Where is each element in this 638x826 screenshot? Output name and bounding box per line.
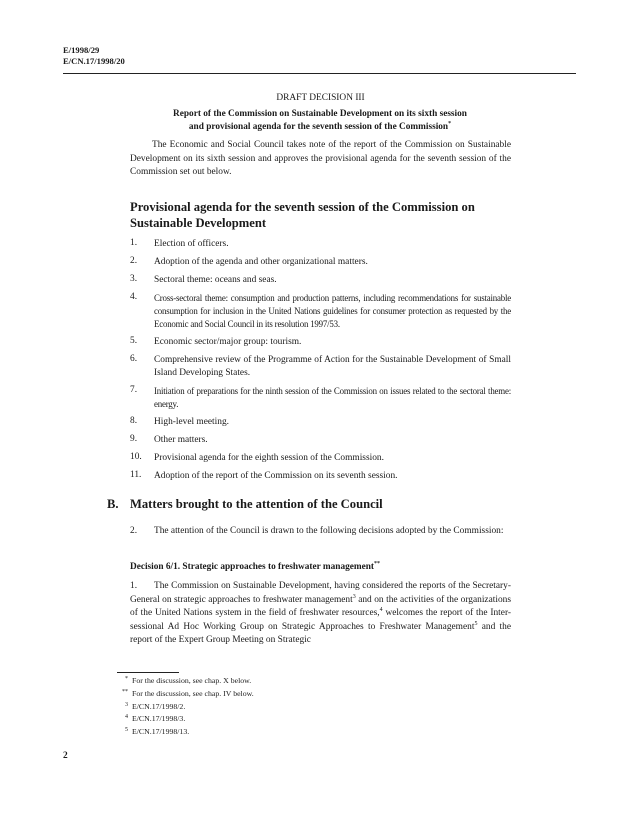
footnote-text: For the discussion, see chap. IV below. [132, 688, 254, 698]
agenda-item [130, 274, 511, 287]
agenda-item [130, 416, 511, 429]
footnotes [112, 675, 254, 739]
footnote-text: E/CN.17/1998/3. [132, 714, 186, 724]
section-b-heading [107, 497, 383, 512]
agenda-item-text: Adoption of the report of the Commission on its seventh session. [154, 471, 398, 481]
agenda-item-number: 7. [130, 385, 138, 395]
document-symbol-2: E/CN.17/1998/20 [63, 56, 125, 66]
agenda-item-text: Other matters. [154, 435, 208, 445]
agenda-item-number: 9. [130, 434, 138, 444]
agenda-item [130, 354, 511, 380]
footnote-ref-5[interactable]: 5 [474, 620, 478, 627]
agenda-list [130, 238, 511, 483]
report-title-line-2-text: and provisional agenda for the seventh session of the Commission [188, 122, 449, 132]
agenda-item-number: 6. [130, 354, 138, 364]
paragraph-1-text-b: and on the activities of the organizations of the United Nations system in the field of freshwater resources, [130, 594, 511, 619]
footnote-mark: * [125, 676, 128, 682]
footnote-text: E/CN.17/1998/13. [132, 727, 190, 737]
agenda-item-number: 11. [130, 470, 142, 480]
footnote-mark: 5 [125, 727, 128, 734]
paragraph-2-text: The attention of the Council is drawn to the following decisions adopted by the Commission: [154, 526, 504, 536]
decision-heading [130, 562, 380, 572]
agenda-item [130, 256, 511, 269]
agenda-item-number: 2. [130, 256, 138, 266]
agenda-item [130, 292, 511, 331]
footnote-text: For the discussion, see chap. X below. [132, 676, 252, 685]
footnote [112, 726, 254, 739]
footnote [112, 713, 254, 726]
footnote [112, 675, 254, 688]
report-title [132, 108, 508, 134]
agenda-item-number: 3. [130, 274, 138, 284]
agenda-item [130, 452, 511, 465]
agenda-item-number: 5. [130, 336, 138, 346]
paragraph-1-text-a: The Commission on Sustainable Development, having considered the reports of the Secretary-General on strategic approaches to freshwater management [130, 581, 511, 605]
footnote-mark: 4 [125, 714, 128, 721]
agenda-item-number: 8. [130, 416, 138, 426]
footnote-ref-4[interactable]: 4 [379, 607, 383, 614]
footnote-ref-star[interactable]: * [448, 121, 452, 127]
section-b-letter: B. [107, 497, 119, 511]
agenda-item [130, 434, 511, 447]
draft-decision-label: DRAFT DECISION III [276, 93, 365, 103]
agenda-item [130, 238, 511, 251]
decision-heading-text: Decision 6/1. Strategic approaches to freshwater management [130, 562, 375, 572]
agenda-item-text: Adoption of the agenda and other organizational matters. [154, 257, 368, 267]
document-symbol-1: E/1998/29 [63, 45, 100, 55]
document-symbol-block [63, 45, 125, 67]
agenda-item-text: Cross-sectoral theme: consumption and production patterns, including recommendations for sustainable consumption for inclusion in the United Nations guidelines for consumer protection as requested by the Economic and Social Council in its resolution 1997/53. [154, 293, 511, 329]
paragraph-1 [130, 580, 511, 648]
agenda-item-number: 4. [130, 292, 138, 302]
paragraph-1-text-c: welcomes the report of the Inter-sessional Ad Hoc Working Group on Strategic Approaches to Freshwater Management [130, 608, 511, 632]
agenda-item-text: High-level meeting. [154, 417, 229, 427]
agenda-item [130, 385, 511, 411]
agenda-item-text: Provisional agenda for the eighth session of the Commission. [154, 453, 384, 463]
report-title-line-2 [132, 121, 508, 134]
agenda-item-text: Comprehensive review of the Programme of Action for the Sustainable Development of Small Island Developing States. [154, 355, 511, 378]
agenda-item-text: Initiation of preparations for the ninth session of the Commission on issues related to the sectoral theme: energy. [154, 386, 511, 409]
paragraph-1-text-d: and the report of the Expert Group Meeting on Strategic [130, 621, 511, 646]
section-b-title: Matters brought to the attention of the Council [130, 497, 383, 511]
footnote-ref-double-star[interactable]: ** [374, 561, 381, 567]
footnote-mark: 3 [125, 701, 128, 708]
page-number: 2 [63, 751, 68, 761]
footnote-text: E/CN.17/1998/2. [132, 701, 186, 711]
footnote [112, 688, 254, 701]
agenda-item-number: 10. [130, 452, 142, 462]
header-rule [63, 73, 576, 74]
agenda-item-text: Election of officers. [154, 239, 229, 249]
agenda-item-text: Economic sector/major group: tourism. [154, 337, 302, 347]
footnote-ref-3[interactable]: 3 [352, 593, 356, 600]
footnote-mark: ** [122, 688, 128, 695]
report-title-line-1: Report of the Commission on Sustainable Development on its sixth session [173, 109, 467, 119]
paragraph-2 [130, 525, 511, 538]
footnote [112, 701, 254, 714]
agenda-heading: Provisional agenda for the seventh session of the Commission on Sustainable Development [130, 200, 475, 230]
agenda-item-text: Sectoral theme: oceans and seas. [154, 275, 277, 285]
intro-paragraph: The Economic and Social Council takes note of the report of the Commission on Sustainable Development on its sixth session and approves the provisional agenda for the seventh session of the Commission set out below. [130, 140, 511, 178]
agenda-item-number: 1. [130, 238, 138, 248]
paragraph-number: 1. [130, 581, 138, 591]
agenda-item [130, 470, 511, 483]
paragraph-number: 2. [130, 526, 138, 536]
agenda-item [130, 336, 511, 349]
